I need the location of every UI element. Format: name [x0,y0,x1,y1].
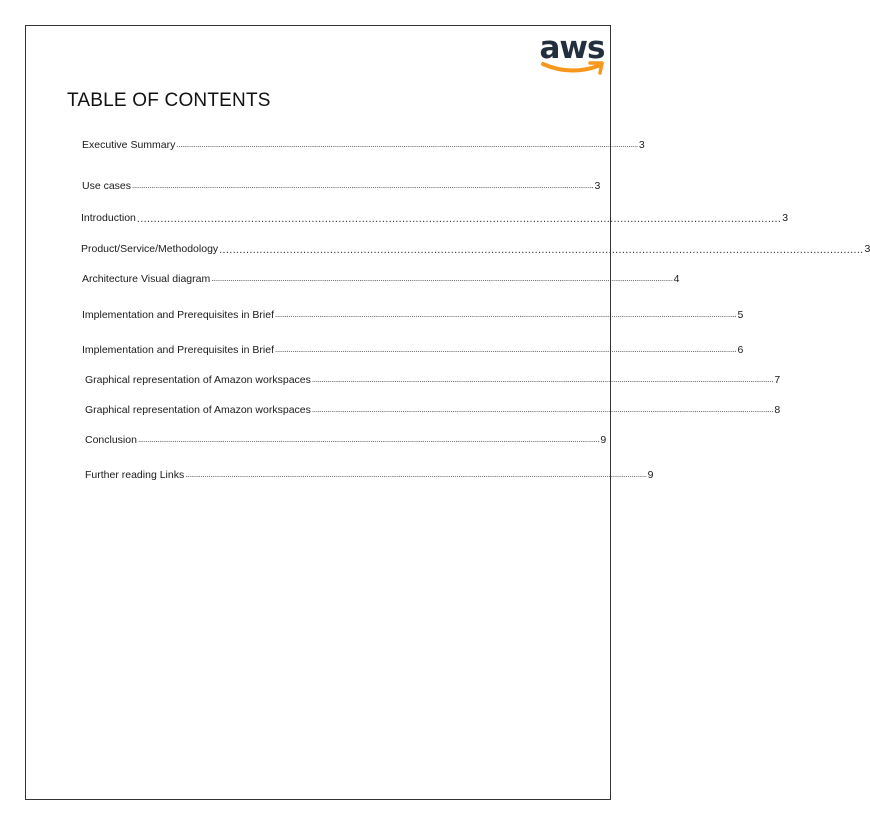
toc-page-number: 9 [600,434,607,446]
toc-page-number: 7 [774,374,781,386]
toc-entry-label: Graphical representation of Amazon workspaces [85,404,311,416]
toc-leader-dots: ................................................................................................................................................................................................................................................ [137,435,600,444]
toc-leader-dots: ................................................................................................................................................................................................................................................ [132,181,594,190]
toc-entry-label: Architecture Visual diagram [82,273,211,285]
toc-entry-use-cases[interactable] [82,177,601,193]
toc-entry-conclusion[interactable] [85,431,607,447]
toc-leader-dots: ................................................................................................................................................................................................................................................ [275,310,737,319]
toc-entry-implementation-prerequisites-6[interactable] [82,341,744,357]
toc-page-number: 6 [737,344,744,356]
toc-page-number: 9 [647,469,654,481]
toc-entry-further-reading-links[interactable] [85,466,654,482]
toc-entry-executive-summary[interactable] [82,136,645,152]
toc-page-number: 3 [638,139,645,151]
toc-page-number: 8 [774,404,781,416]
toc-leader-dots: ................................................................................................................................................................................................ [136,213,782,225]
toc-entry-graphical-representation-8[interactable] [85,401,781,417]
toc-entry-graphical-representation-7[interactable] [85,371,781,387]
toc-entry-label: Further reading Links [85,469,185,481]
toc-leader-dots: ................................................................................................................................................................................................................................................ [211,274,673,283]
toc-leader-dots: ................................................................................................................................................................................................ [219,244,864,256]
toc-page-number: 3 [782,212,789,224]
toc-leader-dots: ................................................................................................................................................................................................................................................ [311,405,774,414]
toc-page-number: 5 [737,309,744,321]
toc-entry-label: Implementation and Prerequisites in Brief [82,344,275,356]
toc-entry-architecture-visual-diagram[interactable] [82,270,680,286]
toc-page-number: 3 [864,243,870,255]
toc-entry-label: Introduction [81,212,136,224]
toc-entry-label: Conclusion [85,434,137,446]
toc-page-number: 4 [673,273,680,285]
aws-logo-text: aws [539,30,605,66]
toc-leader-dots: ................................................................................................................................................................................................................................................ [311,375,774,384]
toc-leader-dots: ................................................................................................................................................................................................................................................ [176,140,638,149]
aws-logo [536,30,608,77]
toc-entry-label: Executive Summary [82,139,176,151]
toc-entry-label: Graphical representation of Amazon workspaces [85,374,311,386]
page-title: TABLE OF CONTENTS [67,90,271,111]
toc-leader-dots: ................................................................................................................................................................................................................................................ [275,345,737,354]
toc-entry-implementation-prerequisites-5[interactable] [82,306,744,322]
toc-page-number: 3 [594,180,601,192]
toc-entry-label: Implementation and Prerequisites in Brief [82,309,275,321]
toc-entry-product-service-methodology[interactable] [81,240,870,256]
toc-entry-label: Use cases [82,180,132,192]
toc-entry-label: Product/Service/Methodology [81,243,219,255]
aws-smile-icon [540,59,606,77]
toc-leader-dots: ................................................................................................................................................................................................................................................ [185,470,647,479]
toc-entry-introduction[interactable] [81,209,789,225]
